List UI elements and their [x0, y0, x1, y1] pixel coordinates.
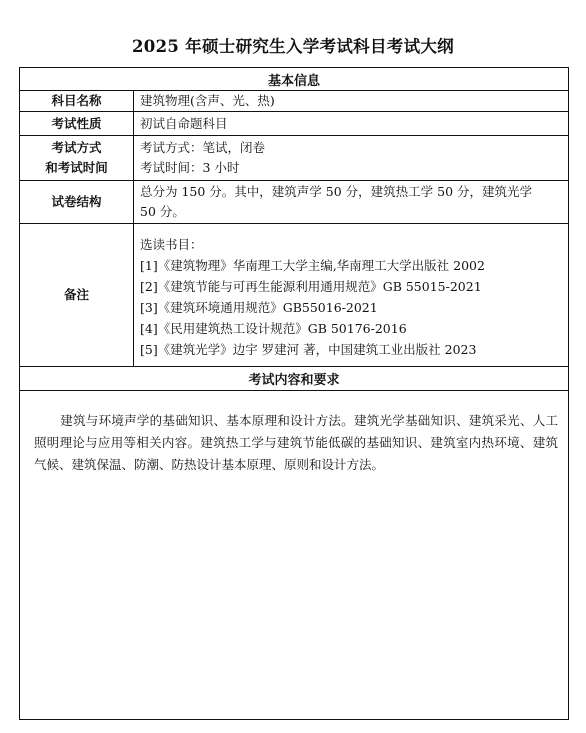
subject-name-value	[140, 91, 562, 111]
reading-list-item: [2]《建筑节能与可再生能源利用通用规范》GB 55015-2021	[140, 279, 482, 294]
paper-structure-label	[20, 181, 134, 223]
reading-list-item: [3]《建筑环境通用规范》GB55016-2021	[140, 300, 378, 315]
exam-method-value-line2: 考试时间：3 小时	[140, 160, 240, 175]
exam-method-row	[20, 136, 568, 181]
paper-structure-value-line2: 50 分。	[140, 204, 185, 219]
paper-structure-row	[20, 181, 568, 224]
remarks-value	[140, 224, 562, 366]
exam-nature-value-text: 初试自命题科目	[140, 115, 228, 131]
page-title: 2025 年硕士研究生入学考试科目考试大纲	[132, 37, 454, 56]
exam-method-label-line1: 考试方式	[51, 140, 102, 155]
exam-nature-row	[20, 112, 568, 136]
reading-list-intro: 选读书目：	[140, 237, 203, 252]
exam-content-paragraph: 建筑与环境声学的基础知识、基本原理和设计方法。建筑光学基础知识、建筑采光、人工照明理论与应用等相关内容。建筑热工学与建筑节能低碳的基础知识、建筑室内热环境、建筑气候、建筑保温、防潮、防热设计基本原理、原则和设计方法。	[34, 413, 558, 472]
subject-name-label	[20, 91, 134, 111]
syllabus-table	[19, 67, 569, 720]
remarks-row	[20, 224, 568, 367]
subject-name-row	[20, 91, 568, 112]
exam-content-header	[20, 367, 568, 391]
paper-structure-value	[140, 181, 562, 223]
subject-name-value-text: 建筑物理(含声、光、热)	[140, 93, 275, 108]
exam-content-header-text: 考试内容和要求	[248, 373, 340, 388]
exam-content-text	[34, 410, 558, 476]
exam-method-value	[140, 136, 562, 180]
reading-list-item: [1]《建筑物理》华南理工大学主编,华南理工大学出版社 2002	[140, 258, 485, 273]
exam-nature-value	[140, 112, 562, 135]
subject-name-label-text: 科目名称	[51, 93, 102, 108]
remarks-label-text: 备注	[63, 287, 89, 302]
exam-nature-label	[20, 112, 134, 135]
basic-info-header-text: 基本信息	[267, 73, 320, 89]
basic-info-header	[20, 68, 568, 91]
exam-method-label-line2: 和考试时间	[45, 160, 108, 175]
reading-list-item: [5]《建筑光学》边宇 罗建河 著，中国建筑工业出版社 2023	[140, 342, 477, 357]
exam-method-label	[20, 136, 134, 180]
paper-structure-value-line1: 总分为 150 分。其中，建筑声学 50 分，建筑热工学 50 分，建筑光学	[140, 184, 533, 199]
reading-list-item: [4]《民用建筑热工设计规范》GB 50176-2016	[140, 321, 407, 336]
exam-method-value-line1: 考试方式：笔试，闭卷	[140, 140, 266, 155]
exam-nature-label-text: 考试性质	[51, 115, 102, 131]
paper-structure-label-text: 试卷结构	[51, 194, 102, 209]
remarks-label	[20, 224, 134, 366]
